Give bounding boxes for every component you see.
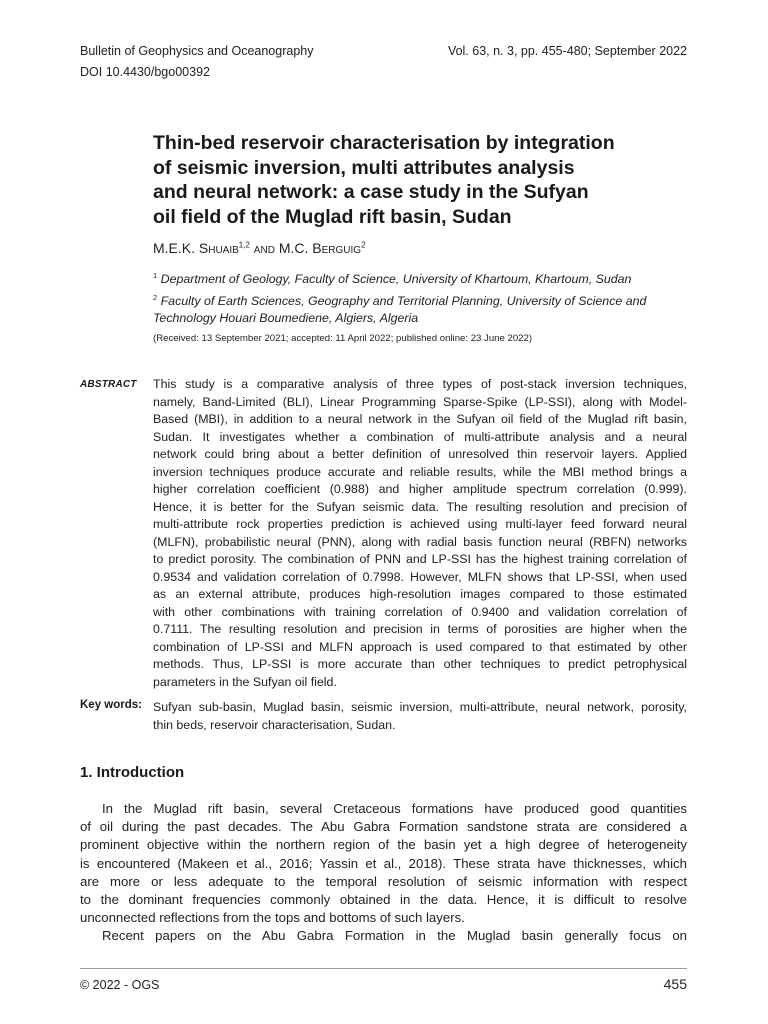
- affiliation-2-text: Faculty of Earth Sciences, Geography and Territorial Planning, University of Science and: [157, 293, 647, 308]
- abstract-line: 0.9534 and validation correlation of 0.7998. However, MLFN shows that LP-SSI, when used: [153, 569, 687, 584]
- affiliation-2-cont: Technology Houari Boumediene, Algiers, Algeria: [153, 311, 419, 326]
- abstract-line: combination of LP-SSI and MLFN approach is used compared to that estimated by other: [153, 639, 687, 654]
- affiliation-1: [153, 267, 693, 289]
- affiliation-1-text: Department of Geology, Faculty of Science, University of Khartoum, Khartoum, Sudan: [157, 272, 632, 287]
- keywords-label: Key words:: [80, 699, 142, 711]
- affiliations: [153, 267, 693, 328]
- introduction-body: [80, 800, 687, 946]
- title-line: and neural network: a case study in the Sufyan: [153, 181, 589, 203]
- body-line: is encountered (Makeen et al., 2016; Yassin et al., 2018). These strata have thicknesses, which: [80, 855, 687, 871]
- affiliation-1-mark: 1: [153, 271, 158, 280]
- abstract-line: namely, Band-Limited (BLI), Linear Programming Sparse-Spike (LP-SSI), along with Model-: [153, 394, 687, 409]
- author-1-affil-ref: 1,2: [238, 240, 250, 250]
- abstract-line: 0.7111. The resulting resolution and precision in terms of porosities are higher when the: [153, 622, 687, 636]
- abstract-line: network could bring about a better definition of unresolved thin reservoir layers. Applied: [153, 447, 687, 461]
- journal-name: Bulletin of Geophysics and Oceanography: [80, 44, 314, 58]
- keywords-text: [153, 698, 687, 734]
- abstract-line: multi-attribute rock properties prediction is achieved using multi-layer feed forward neural: [153, 517, 687, 531]
- body-line: to the dominant frequencies commonly obtained in the data. Hence, it is difficult to resolve: [80, 891, 687, 907]
- body-line: Recent papers on the Abu Gabra Formation in the Muglad basin generally focus on: [102, 928, 687, 944]
- abstract-line: as an external attribute, produces high-resolution images compared to those estimated: [153, 587, 687, 601]
- title-line: Thin-bed reservoir characterisation by integration: [153, 132, 615, 154]
- paper-title: [153, 131, 693, 229]
- abstract-line: parameters in the Sufyan oil field.: [153, 674, 337, 689]
- affiliation-2: [153, 289, 693, 311]
- abstract-line: inversion techniques produce accurate and reliable results, while the MBI method brings a: [153, 464, 687, 479]
- abstract-line: Hence, it is better for the Sufyan seismic data. The resulting resolution and precision of: [153, 499, 687, 514]
- abstract-line: (MLFN), probabilistic neural (PNN), along with radial basis function neural (RBFN) networks: [153, 534, 687, 549]
- abstract-line: methods. Thus, LP-SSI is more accurate than other techniques to predict petrophysical: [153, 657, 687, 671]
- body-line: of oil during the past decades. The Abu Gabra Formation sandstone strata are considered a: [80, 819, 687, 835]
- title-line: oil field of the Muglad rift basin, Sudan: [153, 205, 512, 228]
- section-title: 1. Introduction: [80, 764, 185, 781]
- page-number: 455: [663, 976, 687, 992]
- abstract-line: This study is a comparative analysis of three types of post-stack inversion techniques,: [153, 377, 687, 391]
- author-1: M.E.K. Shuaib: [153, 240, 239, 256]
- doi: DOI 10.4430/bgo00392: [80, 65, 210, 79]
- keywords-line: Sufyan sub-basin, Muglad basin, seismic inversion, multi-attribute, neural network, porosity,: [153, 700, 687, 714]
- abstract-text: [153, 376, 687, 691]
- body-line: are more or less adequate to the temporal resolution of seismic information with respect: [80, 873, 687, 889]
- footer-divider: [80, 968, 687, 969]
- abstract-line: higher correlation coefficient (0.988) and higher amplitude spectrum correlation (0.999).: [153, 482, 687, 496]
- authors: [153, 240, 366, 256]
- title-line: of seismic inversion, multi attributes analysis: [153, 156, 575, 179]
- abstract-label: ABSTRACT: [80, 379, 137, 390]
- authors-and: and: [249, 240, 279, 256]
- abstract-line: Based (MBI), in addition to a neural network in the Sufyan oil field of the Muglad rift basin,: [153, 412, 687, 426]
- volume-info: Vol. 63, n. 3, pp. 455-480; September 2022: [447, 44, 687, 58]
- abstract-line: with other combinations with training correlation of 0.9400 and validation correlation of: [153, 604, 687, 619]
- abstract-line: Sudan. It investigates whether a combination of multi-attribute analysis and a neural: [153, 429, 687, 444]
- abstract-line: to predict porosity. The combination of PNN and LP-SSI has the highest training correlation of: [153, 552, 687, 566]
- affiliation-2-mark: 2: [153, 292, 158, 302]
- body-line: In the Muglad rift basin, several Cretaceous formations have produced good quantities: [102, 801, 687, 816]
- author-2-affil-ref: 2: [361, 240, 366, 250]
- keywords-line: thin beds, reservoir characterisation, Sudan.: [153, 718, 396, 732]
- body-line: unconnected reflections from the tops and bottoms of such layers.: [80, 910, 465, 926]
- body-line: prominent objective within the northern region of the basin yet a high degree of heterogeneity: [80, 837, 687, 853]
- copyright: © 2022 - OGS: [80, 978, 160, 992]
- received-dates: (Received: 13 September 2021; accepted: 11 April 2022; published online: 23 June 2022): [153, 333, 533, 344]
- author-2: M.C. Berguig: [278, 240, 362, 256]
